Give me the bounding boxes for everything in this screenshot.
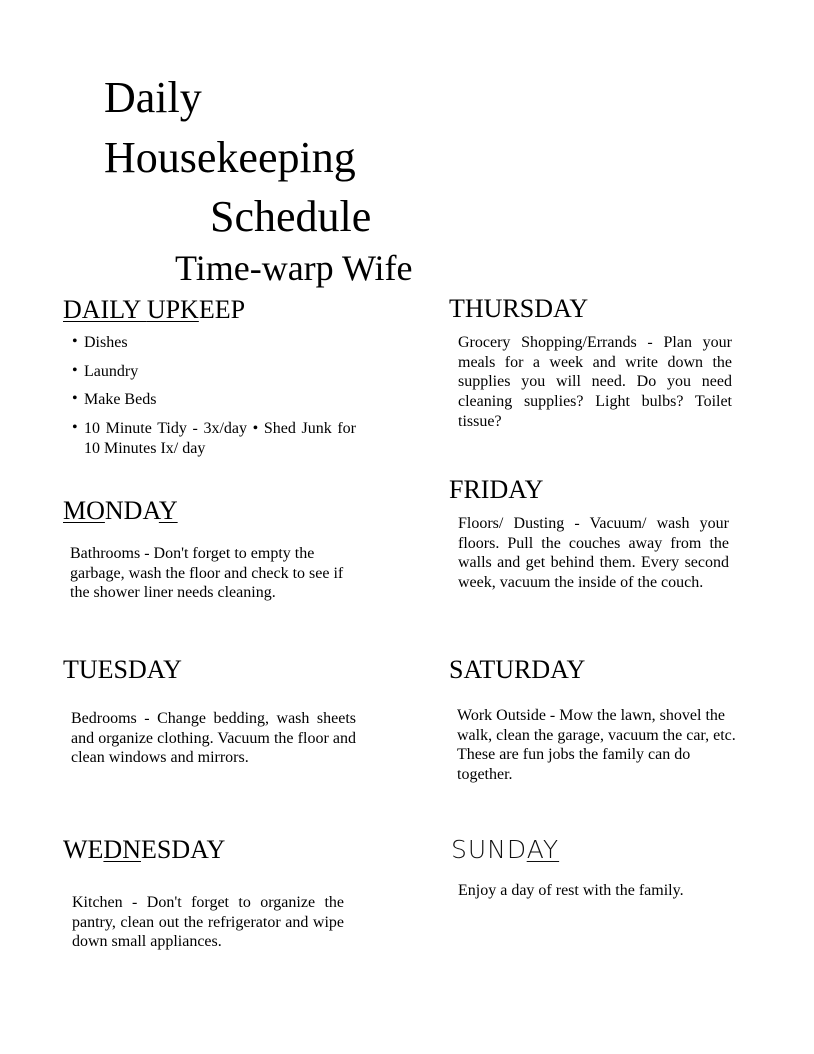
daily-upkeep-heading	[63, 297, 245, 323]
list-item	[72, 333, 356, 353]
monday-heading-part-a: MO	[63, 496, 105, 525]
list-item-text: Dishes	[84, 334, 128, 351]
list-item	[72, 390, 356, 410]
wednesday-heading-part-a: WE	[63, 835, 104, 864]
wednesday-heading	[63, 837, 225, 863]
thursday-text: Grocery Shopping/Errands - Plan your meals for a week and write down the supplies you will need. Do you need cleaning supplies? Light bulbs? Toilet tissue?	[458, 334, 732, 430]
bullet-icon: •	[72, 419, 78, 437]
friday-heading: FRIDAY	[449, 475, 544, 504]
bullet-icon: •	[72, 333, 78, 350]
saturday-text: Work Outside - Mow the lawn, shovel the walk, clean the garage, vacuum the car, etc. These are fun jobs the family can do together.	[457, 707, 736, 784]
wednesday-heading-part-b: DN	[103, 835, 141, 864]
daily-upkeep-heading-part-a: DAILY	[63, 295, 147, 324]
thursday-heading: THURSDAY	[449, 294, 589, 323]
title-line-3: Schedule	[210, 192, 372, 241]
saturday-heading: SATURDAY	[449, 655, 586, 684]
sunday-heading-part-a: SUND	[451, 835, 527, 864]
wednesday-text: Kitchen - Don't forget to organize the pantry, clean out the refrigerator and wipe down small appliances.	[72, 894, 344, 951]
title-line-1: Daily	[104, 73, 202, 122]
monday-heading	[63, 498, 178, 524]
sunday-heading-part-b: AY	[526, 835, 560, 864]
list-item	[72, 362, 356, 382]
monday-heading-part-b: NDA	[104, 496, 159, 525]
monday-text: Bathrooms - Don't forget to empty the garbage, wash the floor and check to see if the shower liner needs cleaning.	[70, 545, 344, 602]
list-item-text: Make Beds	[84, 391, 157, 409]
tuesday-text: Bedrooms - Change bedding, wash sheets and organize clothing. Vacuum the floor and clean windows and mirrors.	[71, 710, 356, 767]
tuesday-heading: TUESDAY	[63, 655, 182, 684]
sunday-text: Enjoy a day of rest with the family.	[458, 882, 684, 899]
daily-upkeep-heading-part-c: EEP	[198, 295, 246, 324]
title-line-2: Housekeeping	[104, 133, 356, 182]
list-item-text: Laundry	[84, 362, 139, 380]
bullet-icon: •	[72, 361, 78, 379]
wednesday-heading-part-c: ESDAY	[140, 835, 226, 864]
list-item	[72, 419, 356, 458]
subtitle: Time-warp Wife	[175, 248, 413, 288]
daily-upkeep-list	[72, 333, 356, 459]
list-item-text: 10 Minute Tidy - 3x/day • Shed Junk for 10 Minutes Ix/ day	[84, 420, 356, 457]
sunday-heading	[451, 837, 559, 862]
friday-text: Floors/ Dusting - Vacuum/ wash your floors. Pull the couches away from the walls and get behind them. Every second week, vacuum the inside of the couch.	[458, 515, 729, 592]
daily-upkeep-heading-part-b: UPK	[146, 295, 199, 324]
monday-heading-part-c: Y	[158, 496, 178, 525]
bullet-icon: •	[72, 390, 78, 408]
